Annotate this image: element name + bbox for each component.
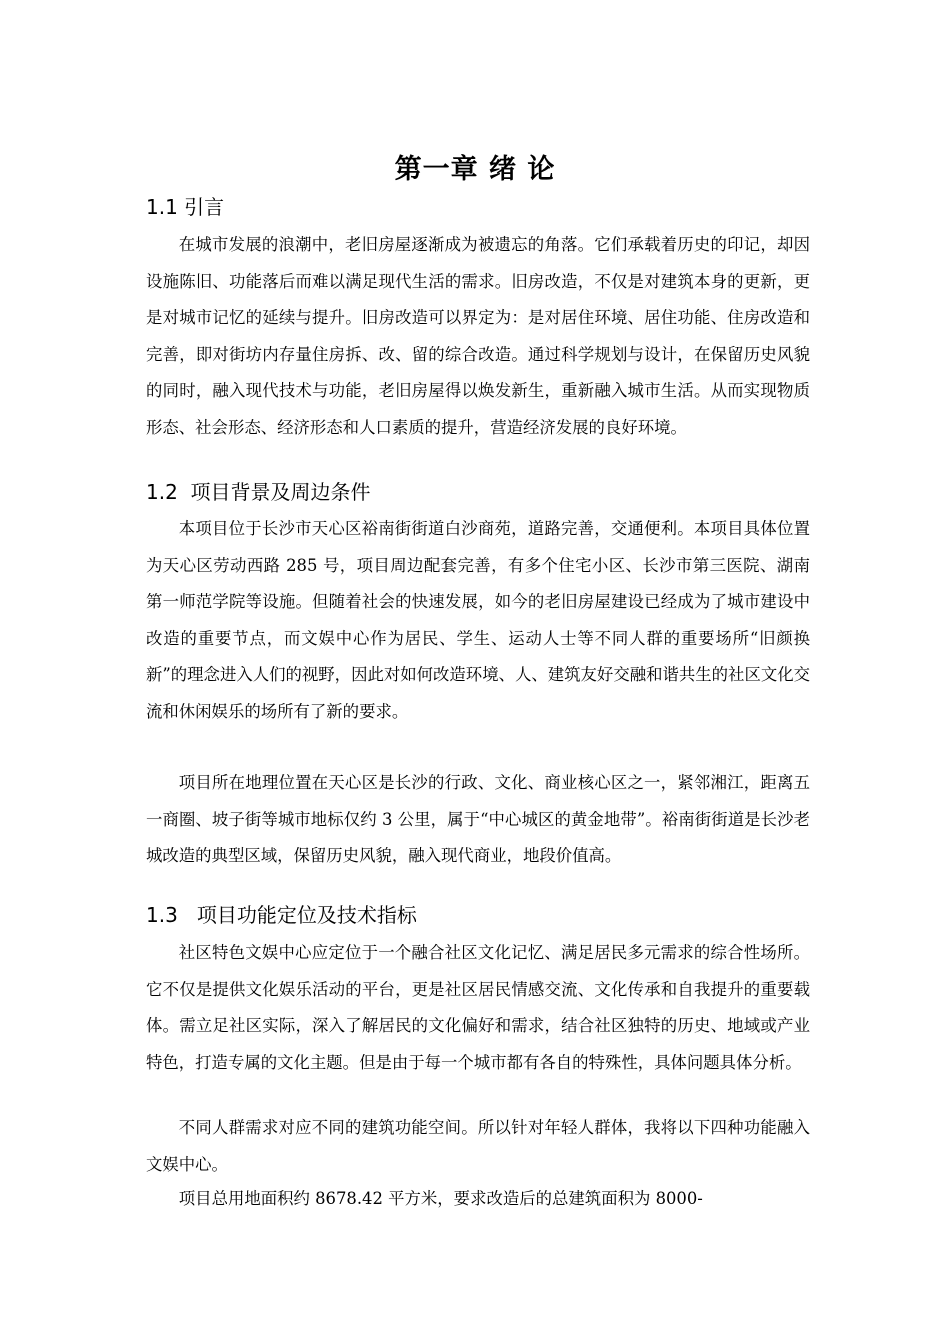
section-heading-1-3: 1.3 项目功能定位及技术指标 <box>146 903 417 927</box>
paragraph: 本项目位于长沙市天心区裕南街街道白沙商苑，道路完善，交通便利。本项目具体位置为天心区劳动西路 285 号，项目周边配套完善，有多个住宅小区、长沙市第三医院、湖南第一师范学院等设施。但随着社会的快速发展，如今的老旧房屋建设已经成为了城市建设中改造的重要节点，而文娱中心作为居民、学生、运动人士等不同人群的重要场所“旧颜换新”的理念进入人们的视野，因此对如何改造环境、人、建筑友好交融和谐共生的社区文化交流和休闲娱乐的场所有了新的要求。 <box>146 519 811 721</box>
section-heading-1-1: 1.1 引言 <box>146 195 225 219</box>
chapter-title: 第一章 绪 论 <box>394 154 556 185</box>
paragraph: 在城市发展的浪潮中，老旧房屋逐渐成为被遗忘的角落。它们承载着历史的印记，却因设施陈旧、功能落后而难以满足现代生活的需求。旧房改造，不仅是对建筑本身的更新，更是对城市记忆的延续与提升。旧房改造可以界定为：是对居住环境、居住功能、住房改造和完善，即对街坊内存量住房拆、改、留的综合改造。通过科学规划与设计，在保留历史风貌的同时，融入现代技术与功能，老旧房屋得以焕发新生，重新融入城市生活。从而实现物质形态、社会形态、经济形态和人口素质的提升，营造经济发展的良好环境。 <box>146 235 810 437</box>
paragraph: 项目所在地理位置在天心区是长沙的行政、文化、商业核心区之一，紧邻湘江，距离五一商圈、坡子街等城市地标仅约 3 公里，属于“中心城区的黄金地带”。裕南街街道是长沙老城改造的典型区域，保留历史风貌，融入现代商业，地段价值高。 <box>146 773 810 865</box>
section-heading-1-2: 1.2 项目背景及周边条件 <box>146 480 371 504</box>
paragraph: 项目总用地面积约 8678.42 平方米，要求改造后的总建筑面积为 8000- <box>178 1189 703 1208</box>
paragraph: 社区特色文娱中心应定位于一个融合社区文化记忆、满足居民多元需求的综合性场所。它不仅是提供文化娱乐活动的平台，更是社区居民情感交流、文化传承和自我提升的重要载体。需立足社区实际，深入了解居民的文化偏好和需求，结合社区独特的历史、地域或产业特色，打造专属的文化主题。但是由于每一个城市都有各自的特殊性，具体问题具体分析。 <box>146 943 810 1072</box>
paragraph: 不同人群需求对应不同的建筑功能空间。所以针对年轻人群体，我将以下四种功能融入文娱中心。 <box>146 1118 810 1174</box>
